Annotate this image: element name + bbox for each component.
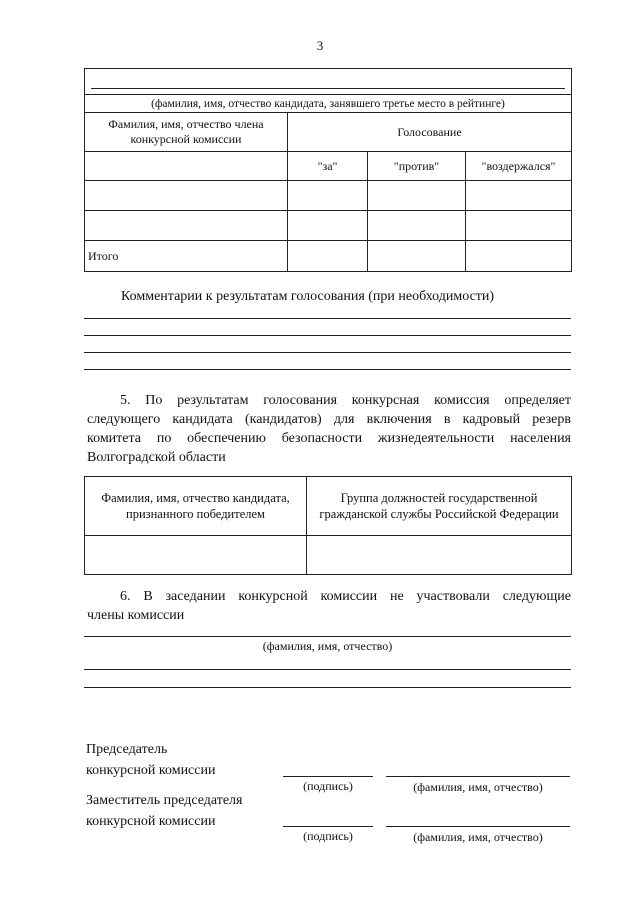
voting-table bbox=[84, 68, 572, 272]
vote-subheader-row bbox=[85, 152, 572, 181]
vote-for-header: "за" bbox=[288, 152, 368, 181]
candidate-caption: (фамилия, имя, отчество кандидата, занявшего третье место в рейтинге) bbox=[85, 95, 572, 113]
position-group-header: Группа должностей государственной гражданской службы Российской Федерации bbox=[307, 477, 572, 536]
position-group-cell[interactable] bbox=[307, 536, 572, 575]
section-6-paragraph bbox=[87, 587, 571, 625]
chairman-signature-caption: (подпись) bbox=[303, 779, 353, 793]
candidate-name-row bbox=[85, 69, 572, 95]
section-5-line: следующего кандидата (кандидатов) для включения в кадровый резерв bbox=[87, 412, 571, 427]
table-row bbox=[85, 536, 572, 575]
vote-against-cell[interactable] bbox=[368, 181, 466, 211]
absent-members-caption: (фамилия, имя, отчество) bbox=[262, 639, 393, 653]
section-5-paragraph bbox=[87, 391, 571, 467]
total-for-cell[interactable] bbox=[288, 241, 368, 272]
deputy-signature-caption: (подпись) bbox=[303, 829, 353, 843]
reserve-header-row bbox=[85, 477, 572, 536]
total-abstain-cell[interactable] bbox=[466, 241, 572, 272]
comment-line[interactable] bbox=[84, 318, 571, 319]
absent-members-line[interactable] bbox=[84, 669, 571, 670]
member-name-header: Фамилия, имя, отчество члена конкурсной комиссии bbox=[85, 113, 288, 152]
section-5-line: комитета по обеспечению безопасности жизнедеятельности населения bbox=[87, 431, 571, 446]
absent-members-line[interactable] bbox=[84, 636, 571, 637]
vote-for-cell[interactable] bbox=[288, 211, 368, 241]
reserve-table bbox=[84, 476, 572, 575]
deputy-label-line: конкурсной комиссии bbox=[86, 814, 216, 829]
page-number: 3 bbox=[316, 38, 324, 53]
chairman-name-caption: (фамилия, имя, отчество) bbox=[413, 780, 543, 794]
member-name-cell[interactable] bbox=[85, 211, 288, 241]
comment-line[interactable] bbox=[84, 335, 571, 336]
total-row bbox=[85, 241, 572, 272]
member-name-cell[interactable] bbox=[85, 181, 288, 211]
chairman-name-line[interactable] bbox=[386, 776, 570, 777]
comment-line[interactable] bbox=[84, 352, 571, 353]
table-row bbox=[85, 211, 572, 241]
chairman-signature-line[interactable] bbox=[283, 776, 373, 777]
deputy-name-caption: (фамилия, имя, отчество) bbox=[413, 830, 543, 844]
winner-name-header: Фамилия, имя, отчество кандидата, признанного победителем bbox=[85, 477, 307, 536]
vote-for-cell[interactable] bbox=[288, 181, 368, 211]
deputy-name-line[interactable] bbox=[386, 826, 570, 827]
comments-title: Комментарии к результатам голосования (при необходимости) bbox=[121, 289, 495, 304]
vote-abstain-cell[interactable] bbox=[466, 211, 572, 241]
vote-against-cell[interactable] bbox=[368, 211, 466, 241]
section-5-line: Волгоградской области bbox=[87, 450, 226, 465]
voting-header: Голосование bbox=[288, 113, 572, 152]
vote-against-header: "против" bbox=[368, 152, 466, 181]
candidate-caption-row bbox=[85, 95, 572, 113]
comment-line[interactable] bbox=[84, 369, 571, 370]
vote-abstain-header: "воздержался" bbox=[466, 152, 572, 181]
winner-name-cell[interactable] bbox=[85, 536, 307, 575]
candidate-name-line bbox=[91, 88, 565, 89]
candidate-name-field[interactable] bbox=[85, 69, 572, 95]
deputy-label-line: Заместитель председателя bbox=[86, 793, 243, 808]
section-6-line: 6. В заседании конкурсной комиссии не участвовали следующие bbox=[120, 589, 571, 604]
vote-header-row bbox=[85, 113, 572, 152]
total-label: Итого bbox=[85, 241, 288, 272]
chairman-label bbox=[86, 739, 215, 781]
chairman-label-line: конкурсной комиссии bbox=[86, 763, 216, 778]
absent-members-line[interactable] bbox=[84, 687, 571, 688]
chairman-label-line: Председатель bbox=[86, 742, 168, 757]
deputy-signature-line[interactable] bbox=[283, 826, 373, 827]
deputy-chairman-label bbox=[86, 790, 242, 832]
total-against-cell[interactable] bbox=[368, 241, 466, 272]
member-name-subheader-empty bbox=[85, 152, 288, 181]
table-row bbox=[85, 181, 572, 211]
section-6-line: члены комиссии bbox=[87, 608, 185, 623]
section-5-line: 5. По результатам голосования конкурсная комиссия определяет bbox=[120, 393, 571, 408]
vote-abstain-cell[interactable] bbox=[466, 181, 572, 211]
